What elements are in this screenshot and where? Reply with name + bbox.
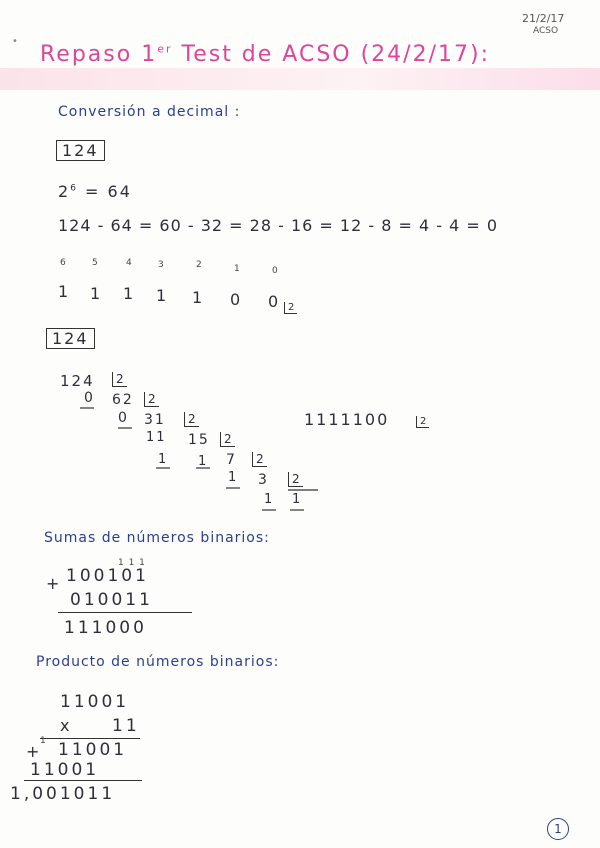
division-dividend: 124 xyxy=(60,372,95,390)
bit-digit: 1 xyxy=(123,284,136,303)
power-base: 2 xyxy=(58,182,71,201)
position-index: 3 xyxy=(158,260,164,270)
subtraction-chain: 124 - 64 = 60 - 32 = 28 - 16 = 12 - 8 = 4 - 4 = 0 xyxy=(58,216,499,235)
product-partial-2: 11001 xyxy=(30,760,100,780)
title-main: Repaso 1 xyxy=(40,42,158,67)
sum-heading: Sumas de números binarios: xyxy=(44,530,270,546)
bit-digit: 1 xyxy=(90,284,103,303)
number-box-1: 124 xyxy=(56,140,105,161)
product-times-sign: x xyxy=(60,716,72,735)
product-multiplier: 11 xyxy=(112,716,140,736)
product-carry: 1 xyxy=(40,736,46,746)
margin-dot: • xyxy=(12,36,18,47)
division-dividend: 1 xyxy=(292,492,303,507)
division-dividend: 7 xyxy=(226,452,237,468)
course-label: ACSO xyxy=(533,26,559,36)
division-divisor: 2 xyxy=(112,372,127,387)
product-result-digits: 001011 xyxy=(32,784,116,804)
division-result-base: 2 xyxy=(416,416,429,428)
page-number: 1 xyxy=(547,818,569,840)
power-exponent: 6 xyxy=(70,183,78,194)
division-dividend: 31 xyxy=(144,412,166,428)
bit-digit: 1 xyxy=(192,288,205,307)
bit-digit: 0 xyxy=(268,292,281,311)
bit-digit: 1 xyxy=(58,282,71,301)
division-dividend: 15 xyxy=(188,432,210,448)
power-result: = 64 xyxy=(85,182,132,201)
sum-operand-1: 100101 xyxy=(66,566,149,586)
division-remainder: 0 xyxy=(84,390,95,406)
division-remainder: 11 xyxy=(146,430,167,445)
sum-carries: 1 1 1 xyxy=(118,558,146,568)
division-remainder: 1 xyxy=(158,452,169,467)
division-result: 1111100 xyxy=(304,410,390,429)
division-dividend: 3 xyxy=(258,472,269,488)
product-plus-sign: + xyxy=(26,742,42,761)
product-heading: Producto de números binarios: xyxy=(36,654,280,670)
position-index: 4 xyxy=(126,258,132,268)
bit-digit: 1 xyxy=(156,286,169,305)
division-divisor: 2 xyxy=(288,472,303,487)
position-index: 1 xyxy=(234,264,240,274)
division-divisor: 2 xyxy=(184,412,199,427)
position-index: 5 xyxy=(92,258,98,268)
division-divisor: 2 xyxy=(220,432,235,447)
sum-operand-2: 010011 xyxy=(70,590,153,610)
title-superscript: er xyxy=(157,42,173,56)
product-partial-1: 11001 xyxy=(58,740,128,760)
position-index: 0 xyxy=(272,266,278,276)
product-multiplicand: 11001 xyxy=(60,692,130,712)
date-label: 21/2/17 xyxy=(522,12,565,25)
division-divisor: 2 xyxy=(252,452,267,467)
conversion-heading: Conversión a decimal : xyxy=(58,104,241,120)
division-divisor: 2 xyxy=(144,392,159,407)
division-dividend: 62 xyxy=(112,392,134,408)
title-rest: Test de ACSO (24/2/17): xyxy=(172,42,490,67)
bit-digit: 0 xyxy=(230,290,243,309)
division-remainder: 1 xyxy=(264,492,275,507)
division-remainder: 0 xyxy=(118,410,129,426)
position-index: 2 xyxy=(196,260,202,270)
number-box-2: 124 xyxy=(46,328,95,349)
product-result-prefix: 1, xyxy=(10,784,33,804)
base-subscript: 2 xyxy=(284,302,297,314)
position-index: 6 xyxy=(60,258,66,268)
sum-plus-sign: + xyxy=(46,574,62,593)
division-remainder: 1 xyxy=(228,470,239,485)
division-remainder: 1 xyxy=(198,454,209,469)
sum-result: 111000 xyxy=(64,618,147,638)
